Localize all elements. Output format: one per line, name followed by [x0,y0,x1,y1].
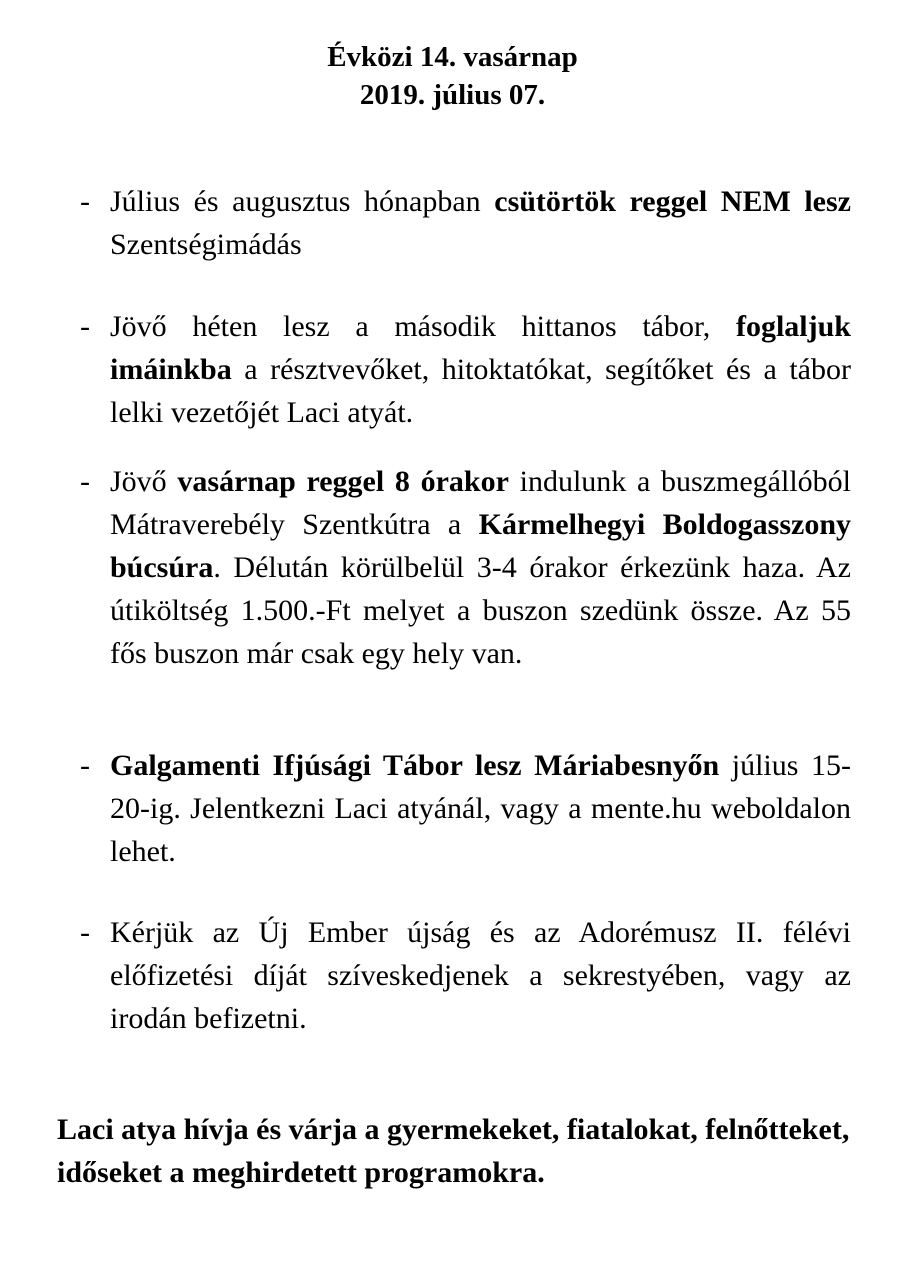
announcement-text: Jövő héten lesz a második hittanos tábor, foglaljuk imáinkba a résztvevőket, hitoktatókat, segítőket és a tábor lelki vezetőjét Laci atyát. [110,310,851,429]
bullet-dash: - [80,465,90,498]
announcement-text: Jövő vasárnap reggel 8 órakor indulunk a buszmegállóból Mátraverebély Szentkútra a Kármelhegyi Boldogasszony búcsúra. Délután körülbelül 3-4 órakor érkezünk haza. Az útiköltség 1.500.-Ft melyet a buszon szedünk össze. Az 55 fős buszon már csak egy hely van. [110,465,851,670]
bullet-dash: - [80,749,90,782]
bullet-dash: - [80,310,90,343]
announcement-text: Július és augusztus hónapban csütörtök reggel NEM lesz Szentségimádás [110,185,851,261]
bullet-dash: - [80,916,90,949]
page-title: Évközi 14. vasárnap [327,41,578,73]
bullet-dash: - [80,185,90,218]
announcement-text: Galgamenti Ifjúsági Tábor lesz Máriabesnyőn július 15-20-ig. Jelentkezni Laci atyánál, vagy a mente.hu weboldalon lehet. [110,749,851,868]
closing-invitation: Laci atya hívja és várja a gyermekeket, fiatalokat, felnőtteket, időseket a meghirdetett programokra. [57,1113,850,1189]
announcement-text: Kérjük az Új Ember újság és az Adorémusz II. félévi előfizetési díját szíveskedjenek a sekrestyében, vagy az irodán befizetni. [110,916,851,1035]
page-date: 2019. július 07. [359,79,546,111]
